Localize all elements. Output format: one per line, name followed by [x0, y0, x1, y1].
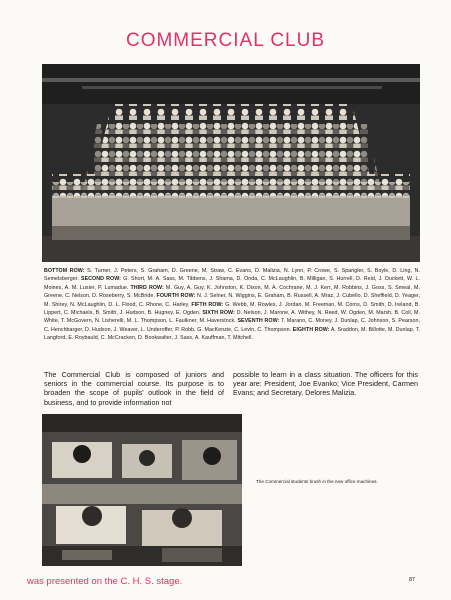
page-number: 87 [409, 577, 416, 583]
row-label: BOTTOM ROW: [44, 268, 85, 274]
office-machines-photo [42, 414, 242, 566]
row-label: SEVENTH ROW: [237, 318, 280, 325]
row-names: D. Nelson, J. Marone, A. Withey, N. Reed, W. Ogden, M. Marsh, B. Coll, M. White, T. McGovern, N. Lisherelli, M. L. Thompson, L. Faulkner, M. Haverstock. [44, 310, 420, 325]
row-label: THIRD ROW: [130, 284, 164, 291]
photo-caption: The Commercial students brush in the new office machines. [256, 479, 378, 484]
row-names: N. J. Selner, N. Wiggins, E. Graham, B. Russell, A. Mraz, J. Cubello, D. Sheffield, D. Yeager, M. Shirey, N. McLaughlin, D. L. Flood, C. Rhone, C. Harley. [44, 293, 420, 308]
row-names: A. Sraddon, M. Billotte, M. Dunlap, T. Langford, E. Roybauld, C. McCracken, D. Bookwalter, J. Sass, A. Kauffman, T. Mitchell. [44, 326, 420, 342]
row-names: G. Webb, M. Rowles, J. Jordan, M. Freeman, M. Corns, D. Smith, D. Ireland, B. Lippert, C. Michaels, B. Smith, J. Hudson, B. Hugney, E. Ogden. [44, 301, 420, 317]
group-photo-graphic [42, 64, 420, 262]
row-names: M. Guy, A. Guy, K. Johnston, K. Dixon, M. A. Cochrane, M. J. Kerr, M. Robbins, J. Goss, S. Smeal, M. Greene, C. Nelson, D. Roseberry, S. McBride. [44, 284, 420, 300]
row-names: G. Short, M. A. Sass, M. Tibbens, J. Shama, D. Onda, C. McLaughlin, B. Milligan, S. Hurrell, D. Reid, J. Duckett, W. L. Moines, A. M. Lusier, P. Lumadue. [44, 276, 420, 291]
row-label: SIXTH ROW: [202, 310, 235, 317]
row-label: EIGHTH ROW: [292, 326, 330, 333]
office-machines-graphic [42, 414, 242, 566]
page-title: COMMERCIAL CLUB [125, 30, 326, 51]
row-label: SECOND ROW: [81, 276, 121, 283]
row-label: FIFTH ROW: [191, 301, 224, 308]
row-label: FOURTH ROW: [156, 293, 196, 300]
footer-text: was presented on the C. H. S. stage. [27, 576, 183, 587]
group-photo [42, 64, 420, 262]
roster-names [44, 267, 420, 343]
row-names: T. Marano, C. Money, J. Dunlap, C. Johnson, S. Pearson, C. Henchbarger, D. Hudson, J. Weaver, L. Underoffer, P. Robb, G. MacKenzie, C. Levin, C. Thompson. [44, 318, 421, 333]
row-names: S. Turner, J. Peters, S. Graham, D. Greene, M. Straw, C. Evans, D. Malizia, N. Lynn, P. Crowe, S. Spangler, S. Boyle, D. Ling, N. Semelsberger. [44, 268, 420, 283]
body-paragraph-right: possible to learn in a class situation. The officers for this year are: President, Joe Evanko; Vice President, Carmen Evans; and Secretary, Delores Malizia. [233, 370, 418, 398]
body-paragraph-left: The Commercial Club is composed of juniors and seniors in the commercial course. Its purpose is to broaden the scope of pupils' outlook in the field of business, and to provide information not [44, 370, 224, 407]
